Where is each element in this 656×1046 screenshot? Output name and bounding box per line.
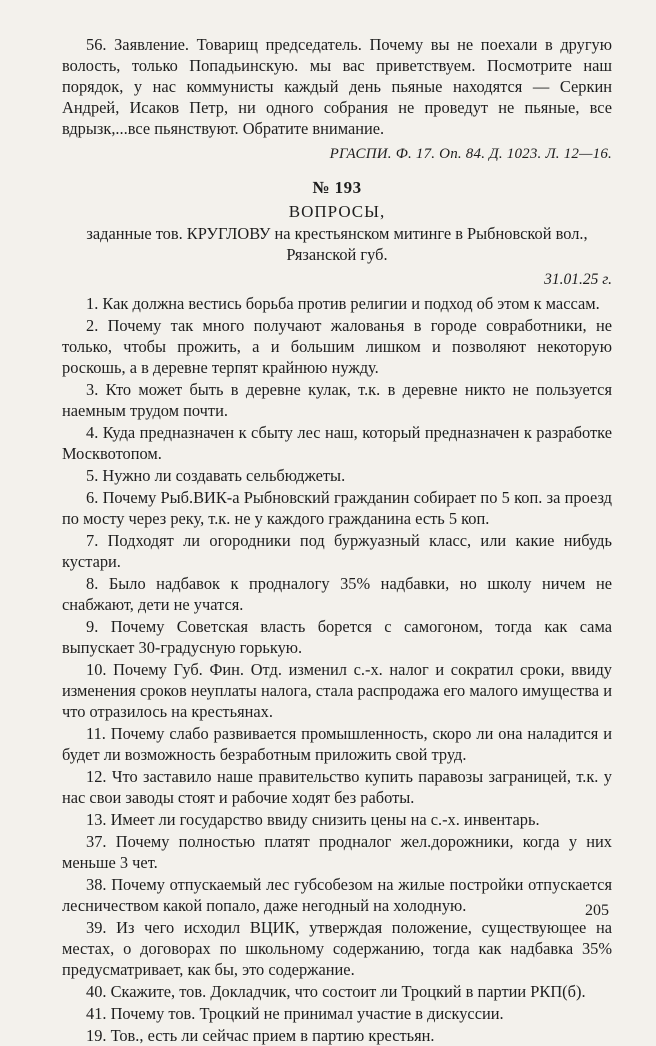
document-subtitle: заданные тов. КРУГЛОВУ на крестьянском митинге в Рыбновской вол., Рязанской губ. xyxy=(86,224,588,264)
question-item: 11. Почему слабо развивается промышленность, скоро ли она наладится и будет ли возможность безработным приложить свой труд. xyxy=(62,724,612,764)
question-item: 10. Почему Губ. Фин. Отд. изменил с.-х. налог и сократил сроки, ввиду изменения сроков неуплаты налога, стала распродажа его малого имущества и что отразилось на крестьянах. xyxy=(62,660,612,721)
question-item: 6. Почему Рыб.ВИК-а Рыбновский гражданин собирает по 5 коп. за проезд по мосту через реку, т.к. не у каждого гражданина есть 5 коп. xyxy=(62,488,612,528)
question-item: 39. Из чего исходил ВЦИК, утверждая положение, существующее на местах, о договорах по школьному содержанию, тогда как надбавка 35% предусматривает, как бы, это содержание. xyxy=(62,918,612,979)
question-item: 41. Почему тов. Троцкий не принимал участие в дискуссии. xyxy=(86,1004,504,1023)
question-item: 2. Почему так много получают жалованья в городе совработники, не только, чтобы прожить, а и большим лишком и позволяют некоторую роскошь, а в деревне терпят крайнюю нужду. xyxy=(62,316,612,377)
intro-paragraph: 56. Заявление. Товарищ председатель. Почему вы не поехали в другую волость, только Попадьинскую. мы вас приветствуем. Посмотрите наш порядок, у нас коммунисты каждый день пьяные находятся — Серкин Андрей, Исаков Петр, ни одного собрания не проведут не пьяные, все вдрызк,...все пьянствуют. Обратите внимание. xyxy=(62,35,612,138)
question-item: 1. Как должна вестись борьба против религии и подход об этом к массам. xyxy=(86,294,600,313)
document-title: ВОПРОСЫ, xyxy=(288,202,386,221)
page-number: 205 xyxy=(585,902,609,919)
question-item: 37. Почему полностью платят продналог жел.дорожники, когда у них меньше 3 чет. xyxy=(62,832,612,872)
question-item: 9. Почему Советская власть борется с самогоном, тогда как сама выпускает 30-градусную горькую. xyxy=(62,617,612,657)
question-item: 40. Скажите, тов. Докладчик, что состоит ли Троцкий в партии РКП(б). xyxy=(86,982,586,1001)
question-item: 5. Нужно ли создавать сельбюджеты. xyxy=(86,466,346,485)
question-item: 8. Было надбавок к продналогу 35% надбавки, но школу ничем не снабжают, дети не учатся. xyxy=(62,574,612,614)
document-date: 31.01.25 г. xyxy=(544,271,612,288)
question-item: 13. Имеет ли государство ввиду снизить цены на с.-х. инвентарь. xyxy=(86,810,540,829)
question-item: 4. Куда предназначен к сбыту лес наш, который предназначен к разработке Москвотопом. xyxy=(62,423,612,463)
question-item: 7. Подходят ли огородники под буржуазный класс, или какие нибудь кустари. xyxy=(62,531,612,571)
question-item: 38. Почему отпускаемый лес губсобезом на жилые постройки отпускается лесничеством какой попало, даже негодный на холодную. xyxy=(62,875,612,915)
archive-source: РГАСПИ. Ф. 17. Оп. 84. Д. 1023. Л. 12—16. xyxy=(329,146,612,162)
document-number: № 193 xyxy=(312,178,362,197)
question-item: 12. Что заставило наше правительство купить паравозы заграницей, т.к. у нас свои заводы стоят и рабочие ходят без работы. xyxy=(62,767,612,807)
questions-list xyxy=(62,293,612,1046)
question-item: 19. Тов., есть ли сейчас прием в партию крестьян. xyxy=(86,1026,435,1045)
question-item: 3. Кто может быть в деревне кулак, т.к. в деревне никто не пользуется наемным трудом почти. xyxy=(62,380,612,420)
